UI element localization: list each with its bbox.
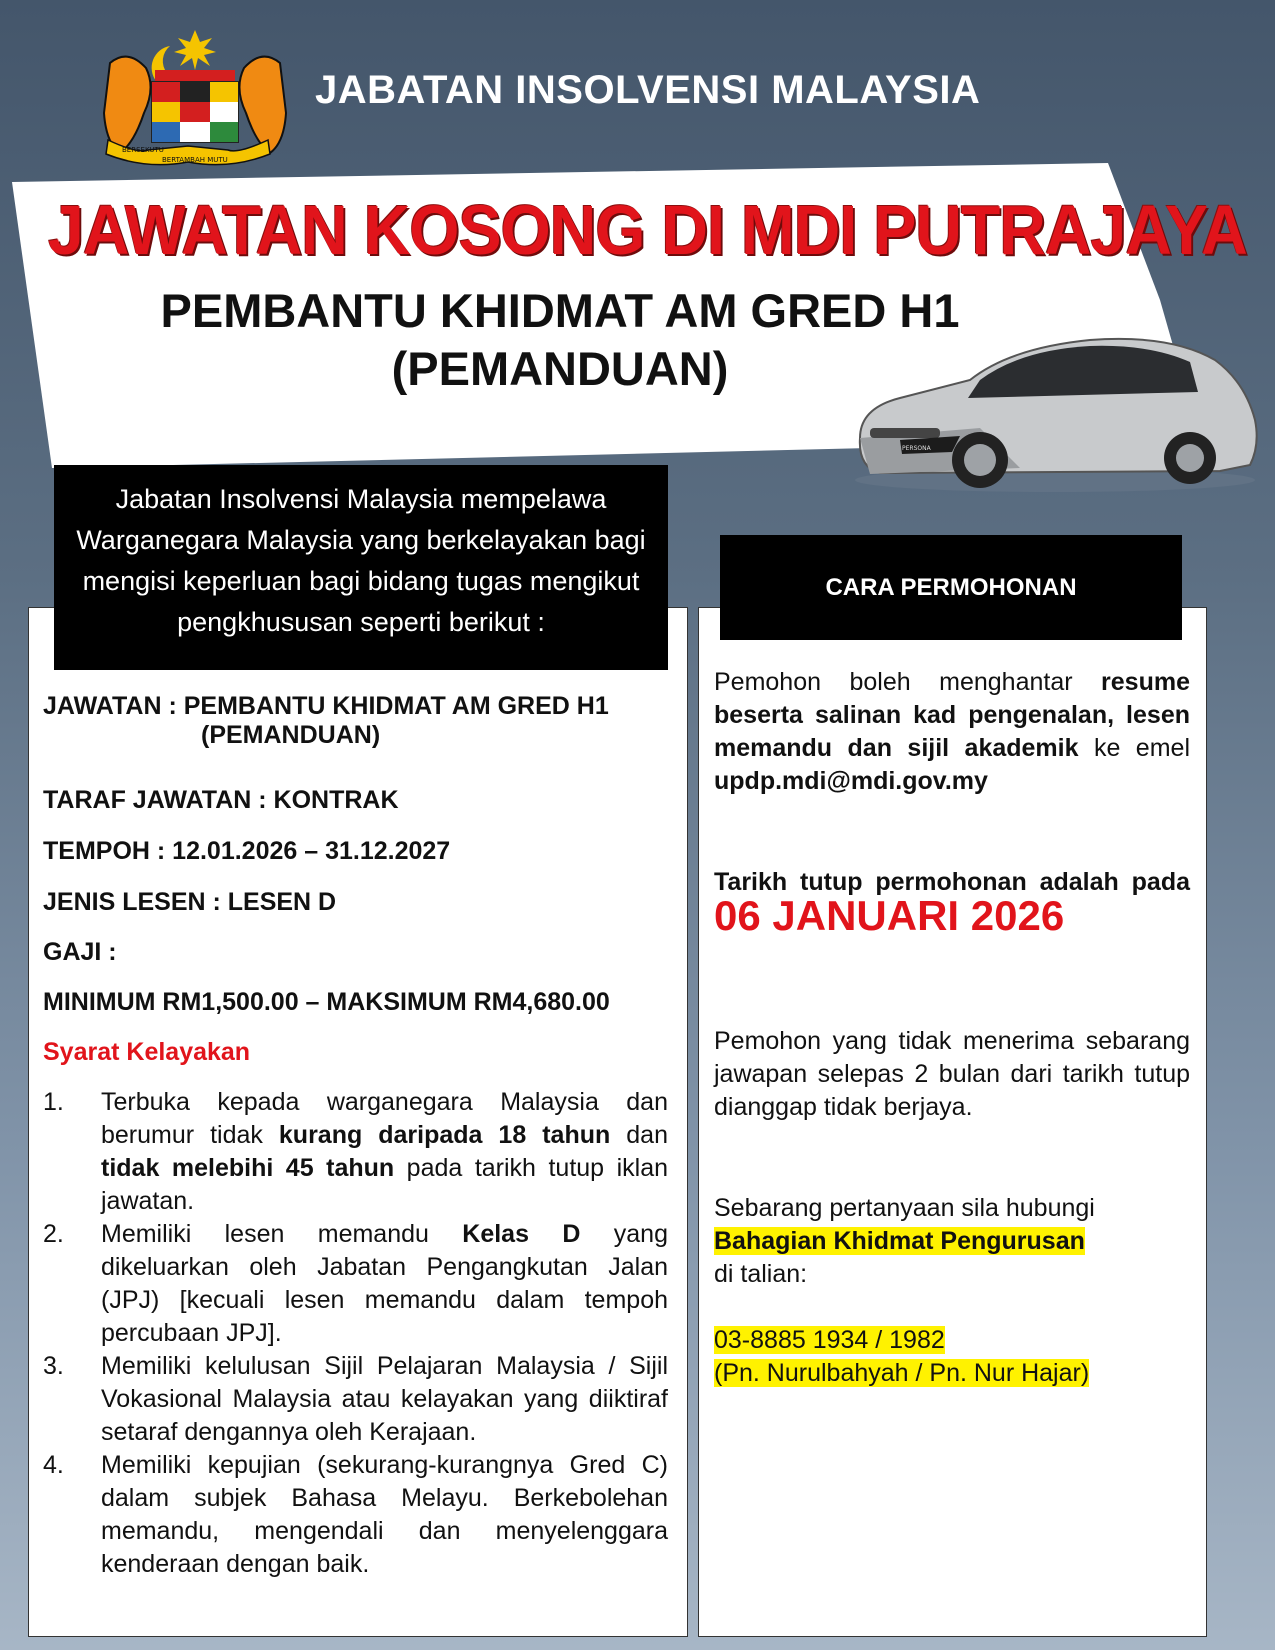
field-tempoh: TEMPOH : 12.01.2026 – 31.12.2027 bbox=[43, 837, 451, 865]
field-taraf: TARAF JAWATAN : KONTRAK bbox=[43, 786, 399, 814]
intro-text-box: Jabatan Insolvensi Malaysia mempelawa Warganegara Malaysia yang berkelayakan bagi mengisi keperluan bagi bidang tugas mengikut pengkhususan seperti berikut : bbox=[54, 465, 668, 670]
requirement-item: 3. Memiliki kelulusan Sijil Pelajaran Malaysia / Sijil Vokasional Malaysia atau kelayakan yang diiktiraf setaraf dengannya oleh Kerajaan. bbox=[43, 1352, 668, 1446]
jawatan-line-cont: (PEMANDUAN) bbox=[201, 721, 381, 749]
position-title-line2: (PEMANDUAN) bbox=[391, 342, 729, 395]
contact-unit: Bahagian Khidmat Pengurusan bbox=[714, 1227, 1085, 1255]
field-gaji-range: MINIMUM RM1,500.00 – MAKSIMUM RM4,680.00 bbox=[43, 988, 610, 1016]
contact-persons: (Pn. Nurulbahyah / Pn. Nur Hajar) bbox=[714, 1359, 1090, 1387]
contact-phone: 03-8885 1934 / 1982 bbox=[714, 1326, 945, 1354]
organization-name: JABATAN INSOLVENSI MALAYSIA bbox=[315, 68, 981, 112]
requirements-heading: Syarat Kelayakan bbox=[43, 1038, 251, 1066]
requirement-item: 1. Terbuka kepada warganegara Malaysia dan berumur tidak kurang daripada 18 tahun dan tidak melebihi 45 tahun pada tarikh tutup iklan jawatan. bbox=[43, 1088, 668, 1215]
email-address: updp.mdi@mdi.gov.my bbox=[714, 767, 988, 795]
contact-info: Sebarang pertanyaan sila hubungi Bahagian Khidmat Pengurusan di talian: 03-8885 1934 / 1982 (Pn. Nurulbahyah / Pn. Nur Hajar) bbox=[714, 1194, 1095, 1387]
svg-text:BERTAMBAH MUTU: BERTAMBAH MUTU bbox=[162, 156, 228, 164]
field-lesen: JENIS LESEN : LESEN D bbox=[43, 888, 337, 916]
position-title-line1: PEMBANTU KHIDMAT AM GRED H1 bbox=[160, 284, 960, 337]
application-heading: CARA PERMOHONAN bbox=[720, 535, 1182, 640]
requirement-item: 4. Memiliki kepujian (sekurang-kurangnya Gred C) dalam subjek Bahasa Melayu. Berkebolehan memandu, mengendali dan menyelenggara kenderaan dengan baik. bbox=[43, 1451, 668, 1578]
car-image bbox=[840, 320, 1260, 495]
closing-date: 06 JANUARI 2026 bbox=[714, 892, 1065, 939]
jawatan-line: JAWATAN : PEMBANTU KHIDMAT AM GRED H1 bbox=[43, 692, 609, 720]
svg-text:PERSONA: PERSONA bbox=[902, 445, 931, 452]
closing-date-text: Tarikh tutup permohonan adalah pada 06 JANUARI 2026 bbox=[714, 868, 1190, 939]
svg-text:BERSEKUTU: BERSEKUTU bbox=[122, 146, 164, 154]
field-gaji-label: GAJI : bbox=[43, 938, 117, 966]
send-instructions: Pemohon boleh menghantar resume beserta salinan kad pengenalan, lesen memandu dan sijil akademik ke emel updp.mdi@mdi.gov.my bbox=[714, 668, 1190, 795]
requirement-item: 2. Memiliki lesen memandu Kelas D yang dikeluarkan oleh Jabatan Pengangkutan Jalan (JPJ) [kecuali lesen memandu dalam tempoh percubaan JPJ]. bbox=[43, 1220, 668, 1347]
vacancy-headline: JAWATAN KOSONG DI MDI PUTRAJAYA bbox=[48, 191, 1247, 269]
requirements-list bbox=[43, 1086, 668, 1581]
field-jawatan bbox=[43, 692, 609, 750]
no-reply-notice: Pemohon yang tidak menerima sebarang jawapan selepas 2 bulan dari tarikh tutup dianggap tidak berjaya. bbox=[714, 1027, 1190, 1121]
